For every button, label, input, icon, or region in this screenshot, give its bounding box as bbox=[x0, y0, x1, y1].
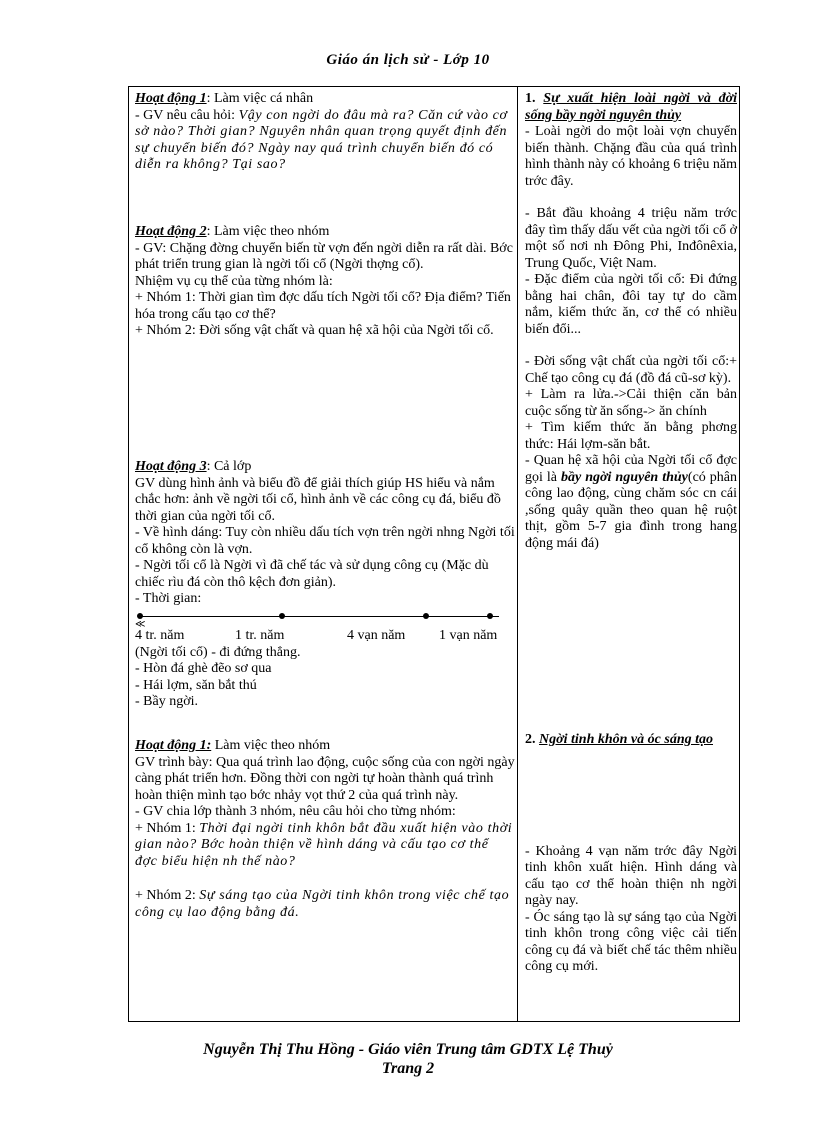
timeline-label: 4 vạn năm bbox=[347, 627, 406, 643]
section-1-text: + Tìm kiếm thức ăn bằng phơng thức: Hái lợm-săn bắt. bbox=[525, 420, 737, 452]
activity-2-block bbox=[135, 224, 515, 340]
activity-2-text: + Nhóm 2: Đời sống vật chất và quan hệ xã hội của Ngời tối cổ. bbox=[135, 323, 494, 338]
timeline-dot bbox=[137, 613, 143, 619]
section-2-block bbox=[525, 732, 737, 976]
activity-4-group-2: + Nhóm 2: Sự sáng tạo của Ngời tinh khôn trong việc chế tạo công cụ lao động bằng đá. bbox=[135, 888, 510, 920]
section-1-block bbox=[525, 91, 737, 552]
section-2-text: - Óc sáng tạo là sự sáng tạo của Ngời tinh khôn trong công việc cải tiến công cụ đá và biết chế tác thêm nhiều công cụ mới. bbox=[525, 909, 737, 974]
section-1-social: - Quan hệ xã hội của Ngời tối cổ đợc gọi là bầy ngời nguyên thủy(có phân công lao động, cùng chăm sóc cn cái ,sống quây quần theo quan hệ ruột thịt, gồm 5-7 gia đình trong hang động mái đá) bbox=[525, 453, 738, 551]
section-1-title: 1. Sự xuất hiện loài ngời và đời sống bầy ngời nguyên thủy bbox=[525, 91, 738, 123]
section-1-text: - Loài ngời do một loài vợn chuyển biến thành. Chặng đầu của quá trình hình thành này có khoảng 6 triệu năm trớc đây. bbox=[525, 124, 737, 189]
timeline-label: 1 vạn năm bbox=[439, 627, 498, 643]
timeline-labels bbox=[135, 628, 515, 645]
activity-4-group-1: + Nhóm 1: Thời đại ngời tinh khôn bắt đầu xuất hiện vào thời gian nào? Bớc hoàn thiện về hình dáng và cấu tạo cơ thể đợc biểu hiện nh thế nào? bbox=[135, 820, 513, 869]
timeline bbox=[135, 610, 505, 628]
activity-4-block bbox=[135, 738, 515, 921]
timeline-dot bbox=[423, 613, 429, 619]
activity-3-block bbox=[135, 459, 515, 711]
timeline-dot bbox=[279, 613, 285, 619]
activity-2-text: - GV: Chặng đờng chuyển biến từ vợn đến ngời diễn ra rất dài. Bớc phát triển trung gian là ngời tối cổ (Ngời thợng cổ). bbox=[135, 240, 513, 272]
footer-page-number: Trang 2 bbox=[381, 1060, 435, 1077]
activity-3-text: - Về hình dáng: Tuy còn nhiều dấu tích vợn trên ngời nhng Ngời tối cổ không còn là vợn. bbox=[135, 525, 515, 557]
activity-3-text: - Thời gian: bbox=[135, 591, 202, 606]
activity-3-text: - Hòn đá ghè đẽo sơ qua bbox=[135, 661, 272, 676]
activity-2-heading: Hoạt động 2: Làm việc theo nhóm bbox=[135, 224, 330, 239]
section-1-text: - Bắt đầu khoảng 4 triệu năm trớc đây tìm thấy dấu vết của ngời tối cổ ở một số nơi nh Đông Phi, Inđônêxia, Trung Quốc, Việt Nam. bbox=[525, 206, 737, 271]
section-2-text: - Khoảng 4 vạn năm trớc đây Ngời tinh khôn xuất hiện. Hình dáng và cấu tạo cơ thể hoàn thiện nh ngời ngày nay. bbox=[525, 843, 737, 908]
section-1-text: - Đặc điểm của ngời tối cổ: Đi đứng bằng hai chân, đôi tay tự do cầm nắm, kiếm thức ăn, cơ thể có nhiều biến đổi... bbox=[525, 272, 737, 337]
timeline-line bbox=[139, 616, 499, 617]
section-1-text: + Làm ra lửa.->Cải thiện căn bản cuộc sống từ ăn sống-> ăn chính bbox=[525, 387, 737, 419]
section-2-title: 2. Ngời tinh khôn và óc sáng tạo bbox=[525, 732, 713, 747]
activity-4-text: - GV chia lớp thành 3 nhóm, nêu câu hỏi cho từng nhóm: bbox=[135, 804, 456, 819]
page-header: Giáo án lịch sử - Lớp 10 bbox=[326, 52, 490, 68]
activity-3-heading: Hoạt động 3: Cả lớp bbox=[135, 459, 252, 474]
activity-3-text: - Ngời tối cổ là Ngời vì đã chế tác và sử dụng công cụ (Mặc dù chiếc rìu đá còn thô kệch đơn giản). bbox=[135, 558, 489, 590]
lesson-table bbox=[128, 86, 740, 1022]
timeline-arrow-icon: ≪ bbox=[135, 618, 146, 630]
activity-1-question: - GV nêu câu hỏi: Vậy con ngời do đâu mà ra? Căn cứ vào cơ sở nào? Thời gian? Nguyên nhân quan trọng quyết định đến sự chuyển biến đó? Ngày nay quá trình chuyển biến đó có diễn ra không? Tại sao? bbox=[135, 107, 508, 172]
timeline-label: 1 tr. năm bbox=[235, 627, 285, 643]
activity-3-text: GV dùng hình ảnh và biểu đồ để giải thích giúp HS hiểu và nắm chắc hơn: ảnh về ngời tối cổ, hình ảnh về các công cụ đá, biểu đồ thời gian của ngời tối cổ. bbox=[135, 475, 501, 524]
activity-2-text: Nhiệm vụ cụ thể của từng nhóm là: bbox=[135, 273, 333, 289]
activity-1-heading: Hoạt động 1: Làm việc cá nhân bbox=[135, 91, 314, 106]
activity-4-heading: Hoạt động 1: Làm việc theo nhóm bbox=[135, 738, 331, 753]
column-divider bbox=[517, 87, 518, 1021]
timeline-label: 4 tr. năm bbox=[135, 627, 185, 643]
activity-1-block bbox=[135, 91, 515, 174]
activity-3-text: - Bầy ngời. bbox=[135, 694, 199, 709]
activity-3-text: (Ngời tối cổ) - đi đứng thẳng. bbox=[135, 644, 301, 660]
activity-2-text: + Nhóm 1: Thời gian tìm đợc dấu tích Ngời tối cổ? Địa điểm? Tiến hóa trong cấu tạo cơ thể? bbox=[135, 290, 511, 322]
page-footer bbox=[0, 1040, 816, 1078]
activity-4-text: GV trình bày: Qua quá trình lao động, cuộc sống của con ngời ngày càng phát triển hơn. Đồng thời con ngời tự hoàn thành quá trình hoàn thiện mình tạo bớc nhảy vọt thứ 2 của quá trình này. bbox=[135, 754, 515, 803]
footer-author: Nguyễn Thị Thu Hồng - Giáo viên Trung tâm GDTX Lệ Thuỷ bbox=[203, 1041, 613, 1058]
section-1-text: - Đời sống vật chất của ngời tối cổ:+ Chế tạo công cụ đá (đồ đá cũ-sơ kỳ). bbox=[525, 354, 737, 386]
activity-3-text: - Hái lợm, săn bắt thú bbox=[135, 677, 257, 693]
timeline-dot bbox=[487, 613, 493, 619]
